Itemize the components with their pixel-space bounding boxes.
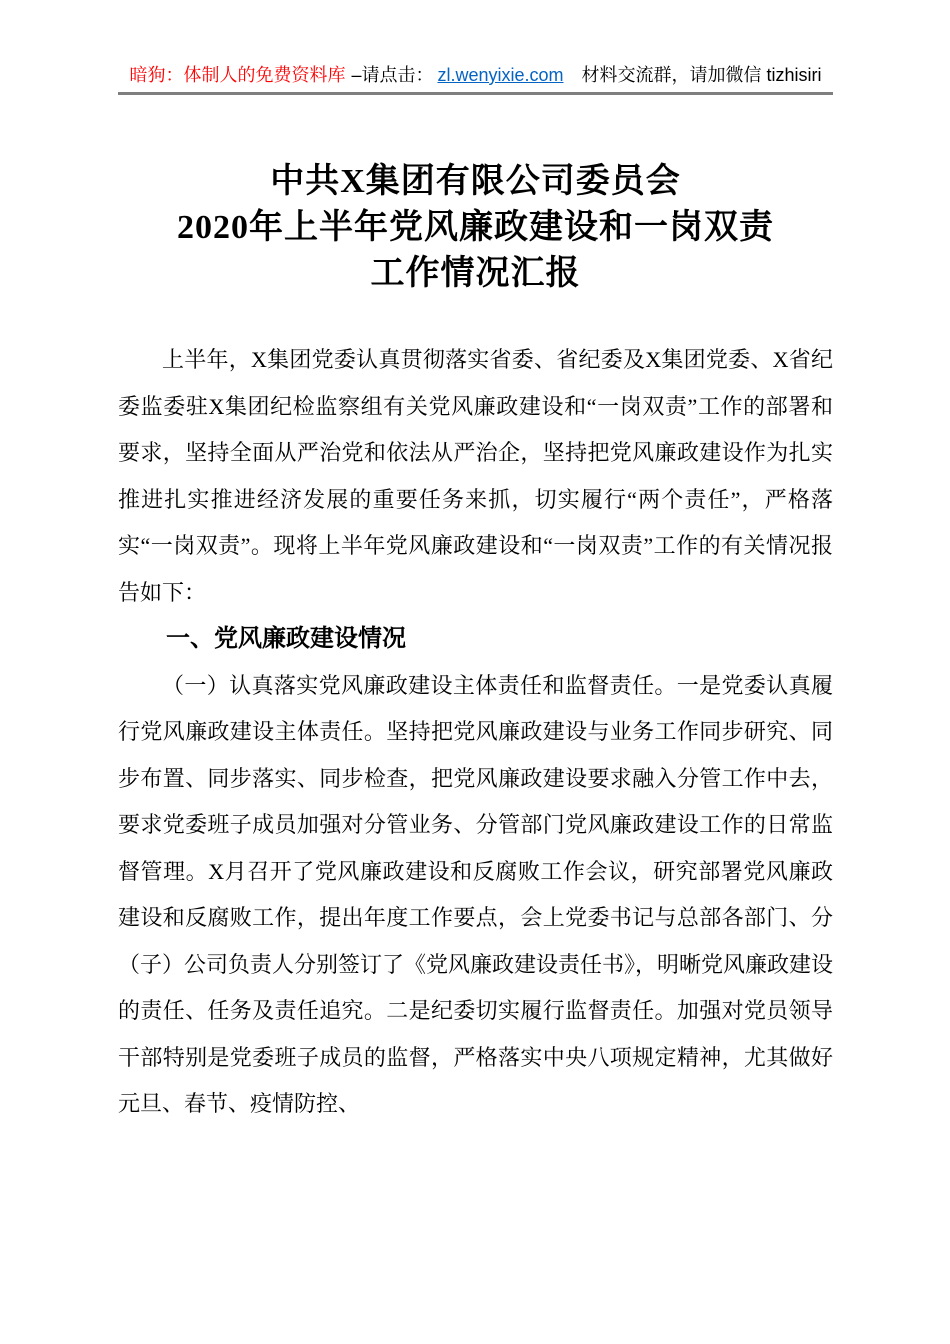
promo-link[interactable]: zl.wenyixie.com (437, 65, 564, 85)
section1-paragraph: （一）认真落实党风廉政建设主体责任和监督责任。一是党委认真履行党风廉政建设主体责任。坚持把党风廉政建设与业务工作同步研究、同步布置、同步落实、同步检查，把党风廉政建设要求融入分管工作中去，要求党委班子成员加强对分管业务、分管部门党风廉政建设工作的日常监督管理。X月召开了党风廉政建设和反腐败工作会议，研究部署党风廉政建设和反腐败工作，提出年度工作要点，会上党委书记与总部各部门、分（子）公司负责人分别签订了《党风廉政建设责任书》，明晰党风廉政建设的责任、任务及责任追究。二是纪委切实履行监督责任。加强对党员领导干部特别是党委班子成员的监督，严格落实中央八项规定精神，尤其做好元旦、春节、疫情防控、 (118, 672, 834, 1116)
doc-title (118, 159, 833, 297)
doc-title-line-2: 2020年上半年党风廉政建设和一岗双责 (177, 209, 774, 246)
promo-group-text: 材料交流群，请加微信 tizhisiri (581, 65, 822, 85)
header-divider (118, 92, 833, 95)
promo-click-text: –请点击： (351, 65, 434, 85)
promo-brand-text: 暗狗：体制人的免费资料库 (129, 65, 346, 85)
section-heading-1: 一、党风廉政建设情况 (166, 625, 406, 652)
doc-title-line-1: 中共X集团有限公司委员会 (270, 163, 681, 200)
doc-title-line-3: 工作情况汇报 (370, 255, 581, 292)
intro-paragraph: 上半年，X集团党委认真贯彻落实省委、省纪委及X集团党委、X省纪委监委驻X集团纪检监察组有关党风廉政建设和“一岗双责”工作的部署和要求，坚持全面从严治党和依法从严治企，坚持把党风廉政建设作为扎实推进扎实推进经济发展的重要任务来抓，切实履行“两个责任”，严格落实“一岗双责”。现将上半年党风廉政建设和“一岗双责”工作的有关情况报告如下： (118, 347, 833, 605)
promo-header (118, 0, 833, 90)
